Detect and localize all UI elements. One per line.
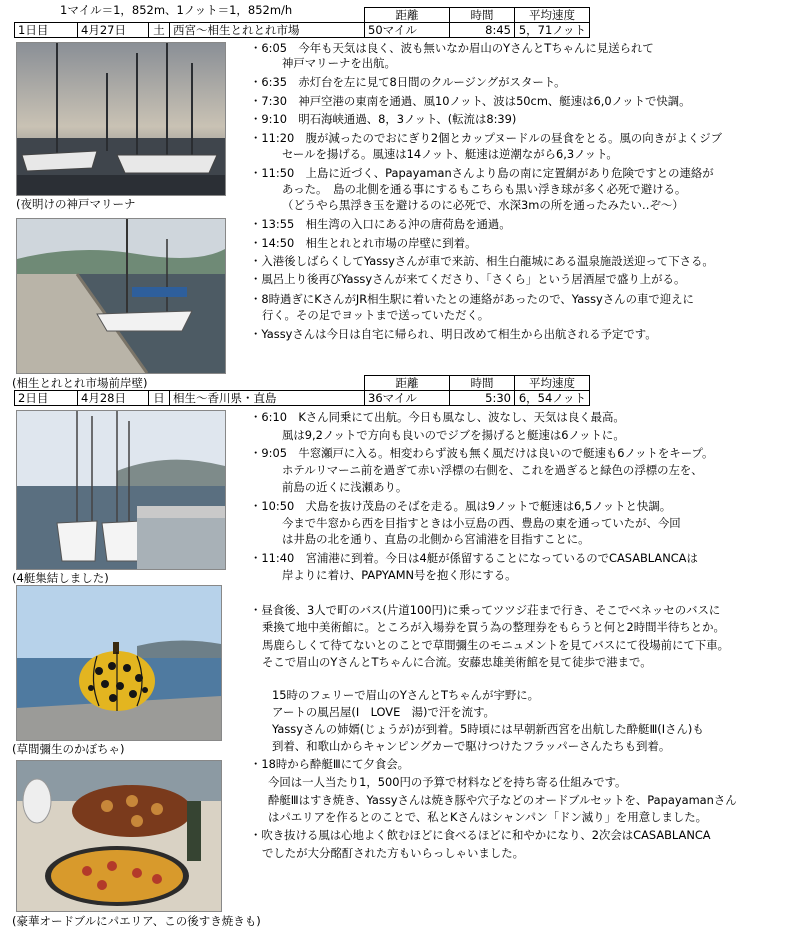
day2-line: ・10:50 犬島を抜け茂島のそばを走る。風は9ノットで艇速は6,5ノットと快調。 xyxy=(250,499,672,513)
time-header: 時間 xyxy=(450,8,515,23)
day2-dow: 日 xyxy=(149,391,170,406)
day2-line: ・吹き抜ける風は心地よく飲むほどに食べるほどに和やかになり、2次会はCASABLANCA xyxy=(250,828,711,842)
day2-route: 相生～香川県・直島 xyxy=(170,391,365,406)
day1-line: ・11:50 上島に近づく、Papayamanさんより島の南に定置網があり危険ですとの連絡が xyxy=(250,166,714,180)
speed-header: 平均速度 xyxy=(515,376,590,391)
day2-line: 馬鹿らしくて待てないとのことで草間彌生のモニュメントを見てバスにて役場前にて下車。 xyxy=(262,638,730,652)
day1-line: ・13:55 相生湾の入口にある沖の唐荷島を通過。 xyxy=(250,217,511,231)
caption-kusama-pumpkin: (草間彌生のかぼちゃ) xyxy=(12,742,125,756)
day2-line: Yassyさんの姉婿(じょうが)が到着。5時頃には早朝新西宮を出航した酔艇Ⅲ(Iさん)も xyxy=(272,722,704,736)
day1-dow: 土 xyxy=(149,23,170,38)
day2-line: ・昼食後、3人で町のバス(片道100円)に乗ってツツジ荘まで行き、そこでベネッセのバスに xyxy=(250,603,721,617)
caption-kobe-marina: (夜明けの神戸マリーナ xyxy=(16,197,136,211)
day1-line: ・Yassyさんは今日は自宅に帰られ、明日改めて相生から出航される予定です。 xyxy=(250,327,657,341)
day2-line: 岸よりに着け、PAPYAMN号を抱く形にする。 xyxy=(282,568,517,582)
day1-date: 4月27日 xyxy=(78,23,149,38)
day1-line: ・9:10 明石海峡通過、8，3ノット、(転流は8:39) xyxy=(250,112,517,126)
day1-line: ・6:35 赤灯台を左に見て8日間のクルージングがスタート。 xyxy=(250,75,566,89)
day1-line: （どうやら黒浮き玉を避けるのに必死で、水深3mの所を通ったみたい‥ぞ～） xyxy=(282,198,684,212)
day2-line: ・9:05 牛窓瀬戸に入る。相変わらず波も無く風だけは良いので艇速も6ノットをキープ。 xyxy=(250,446,714,460)
day1-time: 8:45 xyxy=(450,23,515,38)
day2-line: 風は9,2ノットで方向も良いのでジブを揚げると艇速は6ノットに。 xyxy=(282,428,625,442)
day2-line: 前島の近くに浅瀬あり。 xyxy=(282,480,408,494)
day1-line: ・14:50 相生とれとれ市場の岸壁に到着。 xyxy=(250,236,477,250)
day2-line: 到着、和歌山からキャンピングカーで駆けつけたフラッパーさんたちも到着。 xyxy=(272,739,671,753)
day1-route: 西宮～相生とれとれ市場 xyxy=(170,23,365,38)
photo-kobe-marina xyxy=(16,42,226,196)
day2-distance: 36マイル xyxy=(365,391,450,406)
day1-speed: 5，71ノット xyxy=(515,23,590,38)
day2-line: ・11:40 宮浦港に到着。今日は4艇が係留することになっているのでCASABLANCAは xyxy=(250,551,698,565)
day1-line: ・風呂上り後再びYassyさんが来てくださり、「さくら」という居酒屋で盛り上がる。 xyxy=(250,272,686,286)
day2-speed: 6，54ノット xyxy=(515,391,590,406)
day2-header-table xyxy=(14,375,590,406)
day2-line: でしたが大分酩酊された方もいらっしゃいました。 xyxy=(262,846,524,860)
speed-header: 平均速度 xyxy=(515,8,590,23)
day1-line: ・入港後しばらくしてYassyさんが車で来訪、相生白龍城にある温泉施設送迎って下さる。 xyxy=(250,254,714,268)
day2-line: アートの風呂屋(I LOVE 湯)で汗を流す。 xyxy=(272,705,495,719)
day1-line: ・6:05 今年も天気は良く、波も無いなか眉山のYさんとTちゃんに見送られて xyxy=(250,41,654,55)
day2-line: そこで眉山のYさんとTちゃんに合流。安藤忠雄美術館を見て徒歩で港まで。 xyxy=(262,655,652,669)
photo-party-food xyxy=(16,760,222,912)
day1-line: 行く。その足でヨットまで送っていただく。 xyxy=(262,308,490,322)
day2-date: 4月28日 xyxy=(78,391,149,406)
day2-line: はパエリアを作るとのことで、私とKさんはシャンパン「ドン滅り」を用意しました。 xyxy=(268,810,708,824)
day1-header-table xyxy=(14,7,590,38)
day2-line: 今まで牛窓から西を目指すときは小豆島の西、豊島の東を通っていたが、今回 xyxy=(282,516,681,530)
day2-line: 酔艇Ⅲはすき焼き、Yassyさんは焼き豚や穴子などのオードブルセットを、Papayamanさん xyxy=(268,793,737,807)
day2-line: 乗換て地中美術館に。ところが入場券を買う為の整理券をもらうと何と2時間半待ちとか。 xyxy=(262,620,725,634)
day1-line: 神戸マリーナを出航。 xyxy=(282,56,396,70)
photo-kusama-pumpkin xyxy=(16,585,222,741)
day2-line: ・18時から酔艇Ⅲにて夕食会。 xyxy=(250,757,410,771)
caption-party-food: (豪華オードブルにパエリア、この後すき焼きも) xyxy=(12,914,261,928)
day1-line: ・11:20 腹が減ったのでおにぎり2個とカップヌードルの昼食をとる。風の向きがよくジブ xyxy=(250,131,723,145)
day2-line: は井島の北を通り、直島の北側から宮浦港を目指すことに。 xyxy=(282,532,590,546)
day2-line: 今回は一人当たり1，500円の予算で材料などを持ち寄る仕組みです。 xyxy=(268,775,627,789)
day1-line: あった。 島の北側を通る事にするもこちらも黒い浮き球が多く必死で避ける。 xyxy=(282,182,687,196)
day2-line: ホテルリマーニ前を過ぎて赤い浮標の右側を、これを過ぎると緑色の浮標の左を、 xyxy=(282,463,703,477)
caption-four-yachts: (4艇集結しました) xyxy=(12,571,109,585)
day1-distance: 50マイル xyxy=(365,23,450,38)
day1-line: ・7:30 神戸空港の東南を通過、風10ノット、波は50cm、艇速は6,0ノットで快調。 xyxy=(250,94,691,108)
photo-aioi-quay xyxy=(16,218,226,374)
units-note: 1マイル＝1，852m、1ノット＝1，852m/h xyxy=(60,3,293,17)
photo-four-yachts xyxy=(16,410,226,570)
day2-label: 2日目 xyxy=(15,391,78,406)
day1-label: 1日目 xyxy=(15,23,78,38)
day2-line: 15時のフェリーで眉山のYさんとTちゃんが宇野に。 xyxy=(272,688,540,702)
day2-time: 5:30 xyxy=(450,391,515,406)
day1-line: セールを揚げる。風速は14ノット、艇速は逆潮ながら6,3ノット。 xyxy=(282,147,618,161)
day2-line: ・6:10 Kさん同乗にて出航。今日も風なし、波なし、天気は良く最高。 xyxy=(250,410,625,424)
time-header: 時間 xyxy=(450,376,515,391)
distance-header: 距離 xyxy=(365,376,450,391)
day1-line: ・8時過ぎにKさんがJR相生駅に着いたとの連絡があったので、Yassyさんの車で迎えに xyxy=(250,292,694,306)
distance-header: 距離 xyxy=(365,8,450,23)
caption-aioi-quay: (相生とれとれ市場前岸壁) xyxy=(12,376,148,390)
